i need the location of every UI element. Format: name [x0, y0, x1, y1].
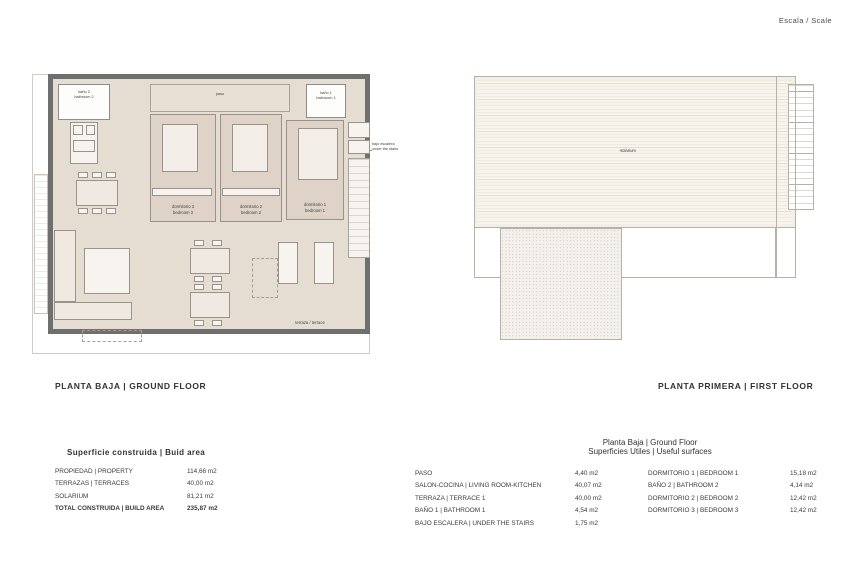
bed-bedroom-1 [298, 128, 338, 180]
terrace-chair-4 [212, 276, 222, 282]
row-value: 1,75 m2 [575, 519, 599, 527]
area-tables [0, 430, 850, 572]
dining-chair-6 [106, 208, 116, 214]
table-row [415, 493, 635, 505]
table-row [648, 505, 850, 517]
useful-surfaces-right-column [648, 468, 850, 518]
terrace-table-2 [190, 292, 230, 318]
terrace-chair-1 [194, 240, 204, 246]
terrace-chair-2 [212, 240, 222, 246]
room-label-solarium: solarium [620, 148, 636, 153]
row-key: DORMITORIO 2 | BEDROOM 2 [648, 494, 739, 502]
row-value: 4,54 m2 [575, 507, 599, 515]
room-label-bano-1: baño 1 bathroom 1 [316, 91, 336, 101]
terrace-chair-5 [194, 284, 204, 290]
table-row [648, 480, 850, 492]
table-row [648, 468, 850, 480]
useful-surfaces-left-column [415, 468, 635, 530]
lounger-1 [278, 242, 298, 284]
row-value: 40,00 m2 [187, 480, 214, 488]
row-key: PASO [415, 470, 433, 477]
bed-bedroom-3 [162, 124, 198, 172]
terrace-chair-7 [194, 320, 204, 326]
dining-chair-4 [78, 208, 88, 214]
row-key: DORMITORIO 1 | BEDROOM 1 [648, 470, 739, 477]
table-row [648, 493, 850, 505]
row-key: DORMITORIO 3 | BEDROOM 3 [648, 507, 739, 515]
kitchen-sink [73, 140, 95, 152]
row-key: PROPIEDAD | PROPERTY [55, 468, 133, 475]
row-key: SALON-COCINA | LIVING ROOM-KITCHEN [415, 482, 542, 490]
useful-surfaces-heading [500, 438, 800, 456]
row-value: 4,14 m2 [790, 482, 814, 490]
build-area-table [55, 448, 285, 516]
first-floor-caption: PLANTA PRIMERA | FIRST FLOOR [658, 381, 814, 391]
row-value: 81,21 m2 [187, 492, 214, 500]
wardrobe-bedroom-3 [152, 188, 212, 196]
row-value: 12,42 m2 [790, 494, 817, 502]
table-row [55, 466, 285, 478]
room-label-dormitorio-3: dormitorio 3 bedroom 3 [171, 204, 195, 215]
useful-surfaces-subtitle: Superficies Utiles | Useful surfaces [588, 447, 712, 456]
table-row-total [55, 503, 285, 515]
table-row [415, 518, 635, 530]
row-value: 40,00 m2 [575, 494, 602, 502]
row-value: 235,87 m2 [187, 505, 218, 513]
first-floor-plan [460, 62, 820, 362]
row-key: BAJO ESCALERA | UNDER THE STAIRS [415, 519, 534, 527]
dining-chair-2 [92, 172, 102, 178]
dining-chair-1 [78, 172, 88, 178]
table-row [55, 491, 285, 503]
scale-label: Escala / Scale [778, 16, 832, 25]
room-paso [150, 84, 290, 112]
ground-floor-plan [30, 62, 399, 362]
row-value: 15,18 m2 [790, 470, 817, 477]
lounger-2 [314, 242, 334, 284]
side-path [34, 174, 48, 314]
room-label-dormitorio-2: dormitorio 2 bedroom 2 [239, 204, 263, 215]
kitchen-appliance-2 [86, 125, 95, 135]
terrace-door-dash [82, 330, 142, 342]
ground-floor-caption: PLANTA BAJA | GROUND FLOOR [55, 381, 207, 391]
table-row [415, 480, 635, 492]
table-row [415, 468, 635, 480]
row-value: 40,07 m2 [575, 482, 602, 490]
row-key: BAÑO 1 | BATHROOM 1 [415, 507, 486, 515]
row-key: TERRAZA | TERRACE 1 [415, 494, 486, 502]
terrace-dash-left [252, 258, 278, 298]
row-value: 114,66 m2 [187, 468, 217, 475]
terrace-chair-8 [212, 320, 222, 326]
table-row [55, 478, 285, 490]
annex-box-1 [348, 122, 370, 138]
room-label-terraza: terraza / terrace [295, 320, 325, 325]
annex-box-2 [348, 140, 370, 154]
sofa-bottom [54, 302, 132, 320]
row-key: TERRAZAS | TERRACES [55, 480, 129, 488]
kitchen-appliance-1 [73, 125, 83, 135]
room-label-bajo-escalera: bajo escalera under the stairs [372, 142, 399, 152]
row-value: 12,42 m2 [790, 507, 817, 515]
terrace-chair-3 [194, 276, 204, 282]
row-key: SOLARIUM [55, 492, 89, 500]
exterior-stairs [348, 158, 370, 258]
row-value: 4,40 m2 [575, 470, 599, 477]
room-label-paso: paso [215, 92, 225, 96]
dining-table [76, 180, 118, 206]
dining-chair-5 [92, 208, 102, 214]
dining-chair-3 [106, 172, 116, 178]
row-key: BAÑO 2 | BATHROOM 2 [648, 482, 719, 490]
useful-surfaces-title: Planta Baja | Ground Floor [602, 438, 698, 447]
build-area-title: Superficie construida | Buid area [67, 448, 206, 457]
table-row [415, 505, 635, 517]
coffee-table [84, 248, 130, 294]
wardrobe-bedroom-2 [222, 188, 280, 196]
roof-terrace-paving [500, 228, 622, 340]
room-label-dormitorio-1: dormitorio 1 bedroom 1 [303, 202, 327, 213]
bed-bedroom-2 [232, 124, 268, 172]
row-key: TOTAL CONSTRUIDA | BUILD AREA [55, 505, 165, 513]
room-label-bano-2: baño 2 bathroom 2 [74, 90, 94, 100]
terrace-table-1 [190, 248, 230, 274]
terrace-chair-6 [212, 284, 222, 290]
first-floor-stair-landing [776, 76, 796, 278]
sofa-left [54, 230, 76, 302]
